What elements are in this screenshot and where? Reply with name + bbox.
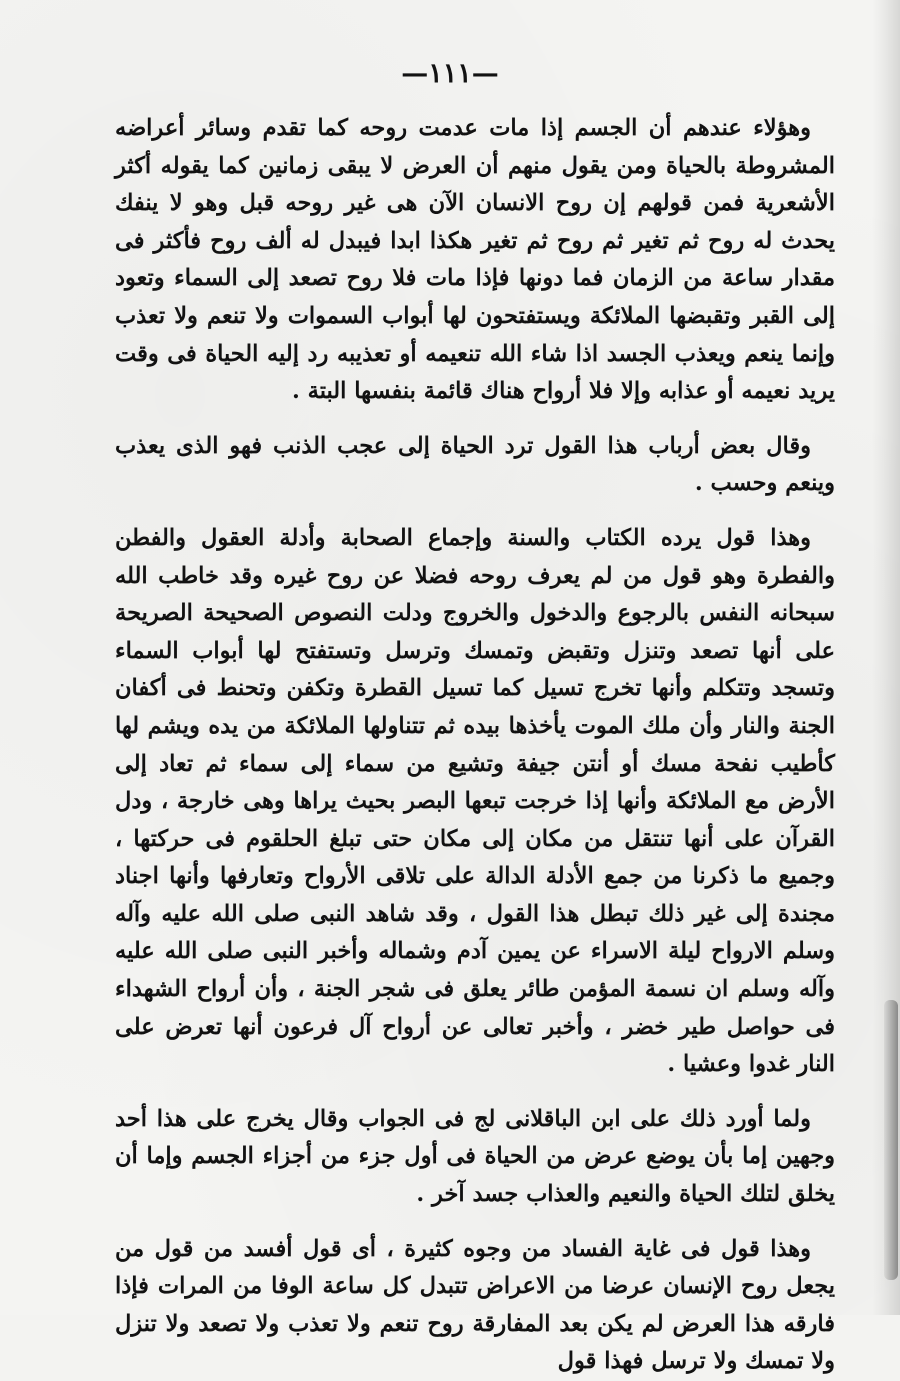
paragraph-3: وهذا قول يرده الكتاب والسنة وإجماع الصحابة وأدلة العقول والفطن والفطرة وهو قول من لم يعرف روحه فضلا عن روح غيره وقد خاطب الله سبحانه النفس بالرجوع والدخول والخروج ودلت النصوص الصحيحة الصريحة على أنها تصعد وتنزل وتقبض وتمسك وترسل وتستفتح لها أبواب السماء وتسجد وتتكلم وأنها تخرج تسيل كما تسيل القطرة وتكفن وتحنط فى أكفان الجنة والنار وأن ملك الموت يأخذها بيده ثم تتناولها الملائكة من يده ويشم لها كأطيب نفحة مسك أو أنتن جيفة وتشيع من سماء إلى سماء ثم تعاد إلى الأرض مع الملائكة وأنها إذا خرجت تبعها البصر بحيث يراها وهى خارجة ، ودل القرآن على أنها تنتقل من مكان إلى مكان حتى تبلغ الحلقوم فى حركتها ، وجميع ما ذكرنا من جمع الأدلة الدالة على تلاقى الأرواح وتعارفها وأنها اجناد مجندة إلى غير ذلك تبطل هذا القول ، وقد شاهد النبى صلى الله عليه وآله وسلم الارواح ليلة الاسراء عن يمين آدم وشماله وأخبر النبى صلى الله عليه وآله وسلم ان نسمة المؤمن طائر يعلق فى شجر الجنة ، وأن أرواح الشهداء فى حواصل طير خضر ، وأخبر تعالى عن أرواح آل فرعون أنها تعرض على النار غدوا وعشيا . bbox=[115, 524, 835, 1078]
paragraph-5: وهذا قول فى غاية الفساد من وجوه كثيرة ، أى قول أفسد من قول من يجعل روح الإنسان عرضا من الاعراض تتبدل كل ساعة الوفا من المرات فإذا فارقه هذا العرض لم يكن بعد المفارقة روح تنعم ولا تعذب ولا تصعد ولا تنزل ولا تمسك ولا ترسل فهذا قول bbox=[115, 1235, 835, 1375]
paragraph-2: وقال بعض أرباب هذا القول ترد الحياة إلى عجب الذنب فهو الذى يعذب وينعم وحسب . bbox=[115, 432, 835, 497]
paragraph-1: وهؤلاء عندهم أن الجسم إذا مات عدمت روحه كما تقدم وسائر أعراضه المشروطة بالحياة ومن يقول منهم أن العرض لا يبقى زمانين كما يقوله أكثر الأشعرية فمن قولهم إن روح الانسان الآن هى غير روحه قبل وهو لا ينفك يحدث له روح ثم تغير ثم روح ثم تغير هكذا ابدا فيبدل له ألف روح فأكثر فى مقدار ساعة من الزمان فما دونها فإذا مات فلا روح تصعد إلى السماء وتعود إلى القبر وتقبضها الملائكة ويستفتحون لها أبواب السموات ولا تنعم ولا تعذب وإنما ينعم ويعذب الجسد اذا شاء الله تنعيمه أو تعذيبه رد إليه الحياة فى وقت يريد نعيمه أو عذابه وإلا فلا أرواح هناك قائمة بنفسها البتة . bbox=[115, 115, 835, 405]
paragraph-4: ولما أورد ذلك على ابن الباقلانى لج فى الجواب وقال يخرج على هذا أحد وجهين إما بأن يوضع عرض من الحياة فى أول جزء من أجزاء الجسم وإما أن يخلق لتلك الحياة والنعيم والعذاب جسد آخر . bbox=[115, 1105, 835, 1208]
body-text bbox=[115, 110, 835, 1381]
page-number: —١١١— bbox=[401, 58, 499, 89]
page-edge-stain bbox=[884, 1000, 898, 1280]
